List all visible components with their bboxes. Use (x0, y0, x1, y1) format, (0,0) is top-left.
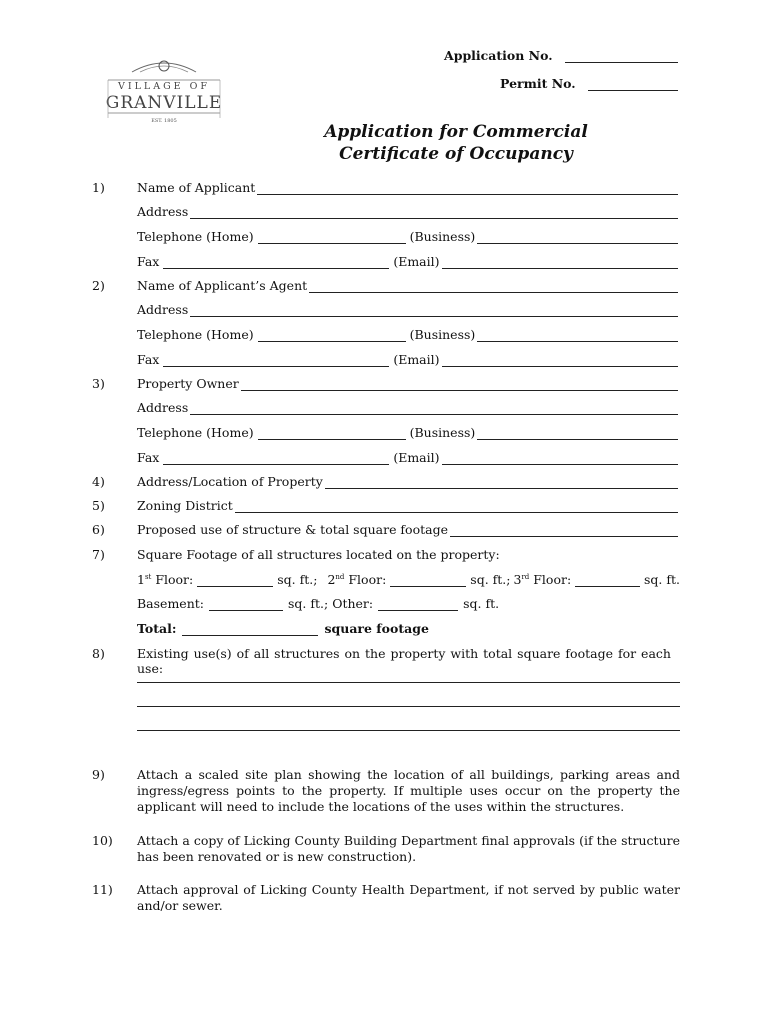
item-number: 7) (92, 547, 105, 562)
field-label: square footage (324, 621, 429, 636)
applicant-fax-row (137, 254, 680, 269)
item-number: 5) (92, 498, 105, 513)
field-label: 3rd Floor: (513, 572, 572, 587)
agent-name-field[interactable] (309, 282, 678, 293)
field-label: Name of Applicant’s Agent (137, 278, 308, 293)
field-label: (Business) (409, 425, 476, 440)
field-label: Address (137, 400, 189, 415)
third-floor-field[interactable] (575, 576, 640, 587)
owner-telephone-row (137, 425, 680, 440)
item-number: 10) (92, 833, 113, 848)
property-owner-field[interactable] (241, 380, 678, 391)
second-floor-field[interactable] (390, 576, 466, 587)
owner-fax-row (137, 450, 680, 465)
permit-no-field[interactable] (588, 80, 678, 91)
applicant-home-phone-field[interactable] (258, 233, 406, 244)
field-label: (Email) (393, 352, 440, 367)
agent-address-field[interactable] (190, 306, 678, 317)
existing-uses-label: Existing use(s) of all structures on the property with total square footage for each use: (137, 646, 671, 676)
field-label: Address (137, 204, 189, 219)
item-number: 9) (92, 767, 105, 782)
field-label: Telephone (Home) (137, 425, 254, 440)
field-label: sq. ft.; (288, 596, 329, 611)
item-number: 11) (92, 882, 113, 897)
owner-home-phone-field[interactable] (258, 429, 406, 440)
applicant-address-field[interactable] (190, 208, 678, 219)
application-no-field[interactable] (565, 52, 678, 63)
agent-telephone-row (137, 327, 680, 342)
total-field[interactable] (182, 625, 318, 636)
field-label: Address (137, 302, 189, 317)
application-no-label: Application No. (444, 48, 553, 63)
square-footage-label: Square Footage of all structures located on the property: (137, 547, 500, 562)
paragraph-site-plan: Attach a scaled site plan showing the location of all buildings, parking areas and ingress/egress points to the property. If multiple uses occur on the property the applicant will need to include the locations of the uses within the structures. (137, 767, 680, 814)
existing-uses-line-1[interactable] (137, 672, 680, 683)
field-label: Proposed use of structure & total square footage (137, 522, 448, 537)
name-of-applicant-row (137, 180, 680, 195)
field-label: Fax (137, 450, 160, 465)
item-number: 2) (92, 278, 105, 293)
field-label: Zoning District (137, 498, 233, 513)
item-number: 4) (92, 474, 105, 489)
field-label: Address/Location of Property (137, 474, 323, 489)
agent-home-phone-field[interactable] (258, 331, 406, 342)
agent-address-row (137, 302, 680, 317)
zoning-district-field[interactable] (235, 502, 678, 513)
item-number: 3) (92, 376, 105, 391)
applicant-address-row (137, 204, 680, 219)
item-number: 6) (92, 522, 105, 537)
field-label: Fax (137, 254, 160, 269)
zoning-district-row (137, 498, 680, 513)
basement-other-row (137, 596, 680, 611)
field-label: Total: (137, 621, 177, 636)
field-label: 1st Floor: (137, 572, 194, 587)
field-label: sq. ft.; (470, 572, 511, 587)
field-label: Property Owner (137, 376, 239, 391)
agent-business-phone-field[interactable] (477, 331, 678, 342)
property-owner-row (137, 376, 680, 391)
applicant-telephone-row (137, 229, 680, 244)
permit-no-label: Permit No. (500, 76, 576, 91)
owner-business-phone-field[interactable] (477, 429, 678, 440)
field-label: Fax (137, 352, 160, 367)
applicant-fax-field[interactable] (163, 258, 389, 269)
field-label: (Business) (409, 229, 476, 244)
logo-line2: GRANVILLE (105, 93, 223, 113)
agent-name-row (137, 278, 680, 293)
proposed-use-row (137, 522, 680, 537)
floors-row (137, 572, 680, 587)
logo-line3: EST. 1805 (151, 118, 177, 124)
field-label: Basement: (137, 596, 204, 611)
agent-fax-row (137, 352, 680, 367)
existing-uses-line-3[interactable] (137, 720, 680, 731)
field-label: sq. ft. (644, 572, 680, 587)
field-label: (Email) (393, 450, 440, 465)
field-label: (Email) (393, 254, 440, 269)
field-label: Name of Applicant (137, 180, 256, 195)
item-number: 8) (92, 646, 105, 661)
field-label: Telephone (Home) (137, 327, 254, 342)
first-floor-field[interactable] (197, 576, 273, 587)
title-line1: Application for Commercial (324, 122, 588, 142)
owner-address-field[interactable] (190, 404, 678, 415)
applicant-email-field[interactable] (442, 258, 678, 269)
owner-email-field[interactable] (442, 454, 678, 465)
owner-address-row (137, 400, 680, 415)
owner-fax-field[interactable] (163, 454, 389, 465)
property-location-row (137, 474, 680, 489)
field-label: Other: (332, 596, 374, 611)
paragraph-building-department: Attach a copy of Licking County Building Department final approvals (if the structure has been renovated or is new construction). (137, 833, 680, 864)
paragraph-health-department: Attach approval of Licking County Health Department, if not served by public water and/or sewer. (137, 882, 680, 913)
property-location-field[interactable] (325, 478, 678, 489)
logo-line1: VILLAGE OF (117, 81, 211, 92)
existing-uses-line-2[interactable] (137, 696, 680, 707)
field-label: sq. ft.; (277, 572, 318, 587)
field-label: 2nd Floor: (327, 572, 387, 587)
total-row (137, 621, 680, 636)
name-of-applicant-field[interactable] (257, 184, 678, 195)
agent-email-field[interactable] (442, 356, 678, 367)
application-no-row (444, 48, 680, 63)
applicant-business-phone-field[interactable] (477, 233, 678, 244)
item-number: 1) (92, 180, 105, 195)
other-field[interactable] (378, 600, 458, 611)
permit-no-row (500, 76, 680, 91)
field-label: sq. ft. (463, 596, 500, 611)
field-label: Telephone (Home) (137, 229, 254, 244)
title-line2: Certificate of Occupancy (339, 144, 573, 164)
agent-fax-field[interactable] (163, 356, 389, 367)
basement-field[interactable] (209, 600, 283, 611)
proposed-use-field[interactable] (450, 526, 678, 537)
village-logo (104, 54, 224, 126)
field-label: (Business) (409, 327, 476, 342)
